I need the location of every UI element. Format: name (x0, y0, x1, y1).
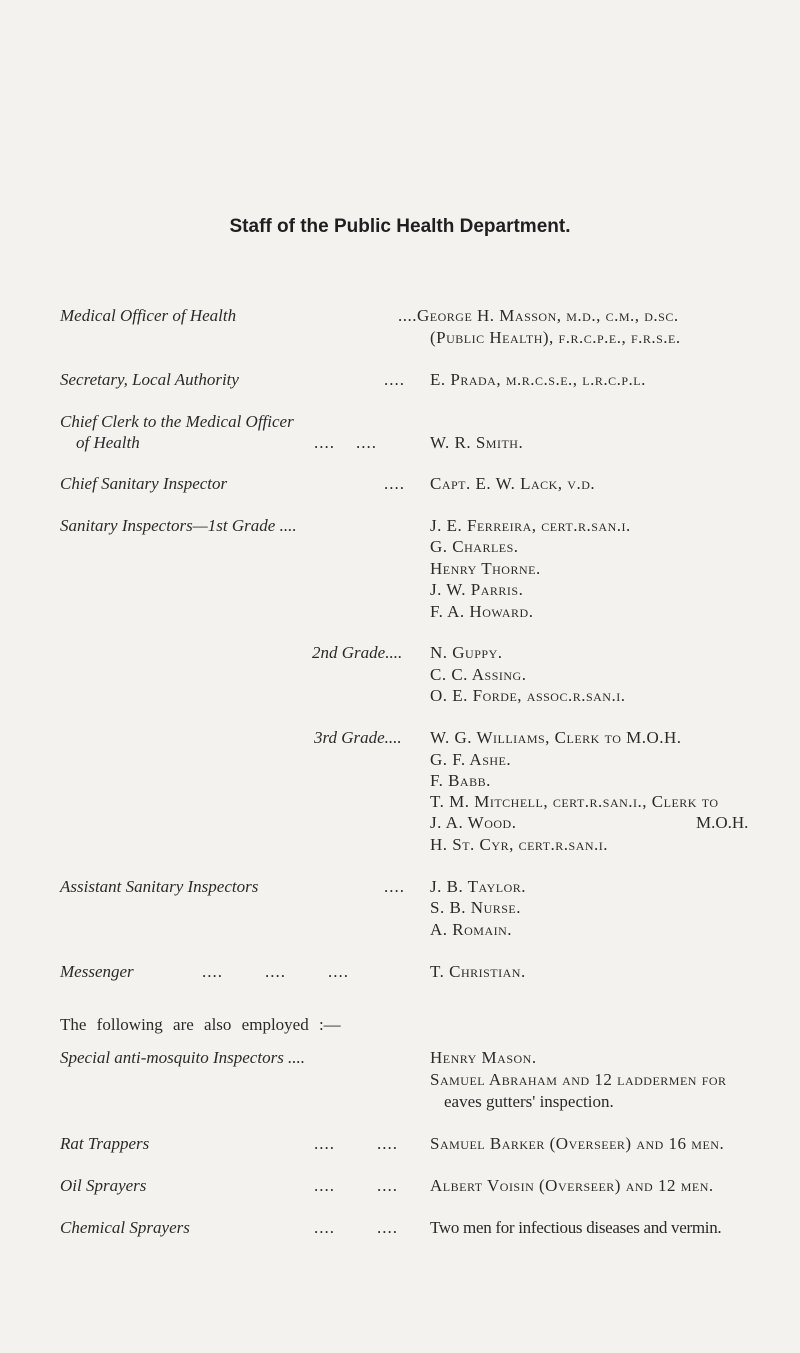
si-third-name: H. St. Cyr, cert.r.san.i. (430, 835, 609, 854)
oil-sprayers-dots: .... .... (314, 1176, 398, 1195)
si-second-name: O. E. Forde, assoc.r.san.i. (430, 686, 626, 705)
rat-trappers-label: Rat Trappers (60, 1134, 150, 1153)
rat-trappers-value: Samuel Barker (Overseer) and 16 men. (430, 1134, 725, 1153)
assistant-inspectors-dots: .... (384, 877, 405, 896)
chief-sanitary-value: Capt. E. W. Lack, v.d. (430, 474, 596, 493)
mosquito-value: Henry Mason. (430, 1048, 537, 1067)
mosquito-value-2: Samuel Abraham and 12 laddermen for (430, 1070, 727, 1089)
chemical-sprayers-label: Chemical Sprayers (60, 1218, 190, 1237)
oil-sprayers-label: Oil Sprayers (60, 1176, 147, 1195)
chemical-sprayers-value: Two men for infectious diseases and vermin. (430, 1218, 722, 1237)
messenger-dots: .... .... .... (202, 962, 349, 981)
oil-sprayers-value: Albert Voisin (Overseer) and 12 men. (430, 1176, 714, 1195)
si-first-name: J. E. Ferreira, cert.r.san.i. (430, 516, 631, 535)
messenger-label: Messenger (60, 962, 134, 981)
si-second-name: N. Guppy. (430, 643, 503, 662)
secretary-dots: .... (384, 370, 405, 389)
si-first-name: G. Charles. (430, 537, 519, 556)
si-second-name: C. C. Assing. (430, 665, 527, 684)
moh-value-2: (Public Health), f.r.c.p.e., f.r.s.e. (430, 328, 681, 347)
chief-clerk-label: Chief Clerk to the Medical Officer (60, 412, 294, 431)
mosquito-label: Special anti-mosquito Inspectors .... (60, 1048, 306, 1067)
si-third-moh-continuation: M.O.H. (696, 813, 749, 832)
chemical-sprayers-dots: .... .... (314, 1218, 398, 1237)
page-title: Staff of the Public Health Department. (229, 216, 571, 237)
assistant-inspectors-label: Assistant Sanitary Inspectors (60, 877, 259, 896)
si-first-grade-label: Sanitary Inspectors—1st Grade .... (60, 516, 297, 535)
rat-trappers-dots: .... .... (314, 1134, 398, 1153)
si-first-name: F. A. Howard. (430, 602, 534, 621)
chief-clerk-dots: .... .... (314, 433, 377, 452)
assistant-inspector-name: A. Romain. (430, 920, 513, 939)
chief-sanitary-dots: .... (384, 474, 405, 493)
moh-value: ....George H. Masson, m.d., c.m., d.sc. (398, 306, 679, 325)
secretary-label: Secretary, Local Authority (60, 370, 239, 389)
si-first-name: Henry Thorne. (430, 559, 541, 578)
si-third-name: T. M. Mitchell, cert.r.san.i., Clerk to (430, 792, 719, 811)
also-employed-intro: The following are also employed :— (60, 1015, 341, 1034)
assistant-inspector-name: J. B. Taylor. (430, 877, 527, 896)
si-third-grade-label: 3rd Grade.... (314, 728, 402, 747)
si-third-name: J. A. Wood. (430, 813, 517, 832)
chief-clerk-label-2: of Health (76, 433, 140, 452)
assistant-inspector-name: S. B. Nurse. (430, 898, 521, 917)
chief-sanitary-label: Chief Sanitary Inspector (60, 474, 228, 493)
si-third-name: W. G. Williams, Clerk to M.O.H. (430, 728, 682, 747)
si-first-name: J. W. Parris. (430, 580, 524, 599)
moh-label: Medical Officer of Health (60, 306, 237, 325)
si-third-name: F. Babb. (430, 771, 491, 790)
si-third-name: G. F. Ashe. (430, 750, 512, 769)
si-second-grade-label: 2nd Grade.... (312, 643, 403, 662)
chief-clerk-value: W. R. Smith. (430, 433, 524, 452)
messenger-value: T. Christian. (430, 962, 526, 981)
secretary-value: E. Prada, m.r.c.s.e., l.r.c.p.l. (430, 370, 646, 389)
mosquito-value-3: eaves gutters' inspection. (444, 1092, 614, 1111)
